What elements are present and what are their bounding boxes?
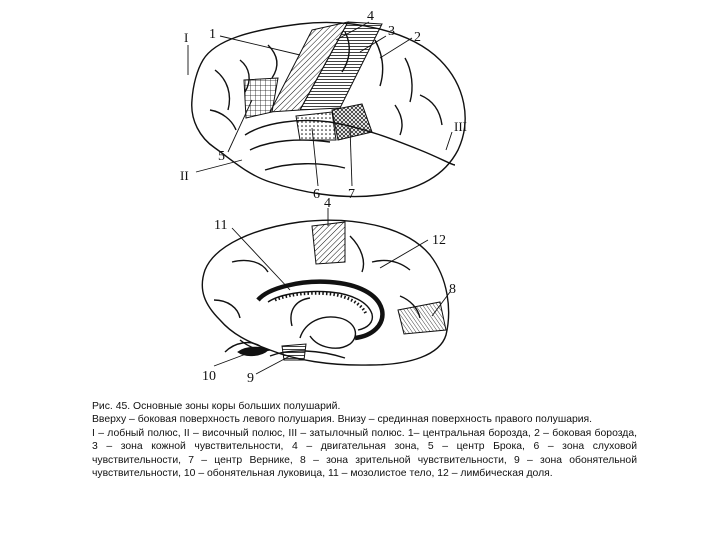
label-4-bottom: 4: [324, 196, 331, 211]
motor-zone-4-medial: [312, 222, 345, 264]
label-8: 8: [449, 282, 456, 297]
label-3: 3: [388, 24, 395, 39]
label-11: 11: [214, 218, 228, 233]
caption-surfaces: Вверху – боковая поверхность левого полушария. Внизу – срединная поверхность правого полушария.: [92, 414, 593, 426]
figure-caption: [92, 400, 637, 480]
olfactory-zone-9: [282, 344, 306, 360]
label-6: 6: [313, 187, 320, 202]
label-roman-III: III: [454, 119, 467, 134]
label-9: 9: [247, 371, 254, 386]
label-10: 10: [202, 369, 216, 384]
label-2: 2: [414, 30, 421, 45]
label-7: 7: [348, 187, 355, 202]
label-12: 12: [432, 233, 446, 248]
label-1: 1: [209, 27, 216, 42]
caption-title: Рис. 45. Основные зоны коры больших полушарий.: [92, 401, 341, 412]
caption-legend: I – лобный полюс, II – височный полюс, III – затылочный полюс. 1– центральная борозда, 2 – боковая борозда, 3 – зона кожной чувствительности, 4 – двигательная зона, 5 – центр Брока, 6 – зона слуховой чувствительности, 7 – центр Вернике, 8 – зона зрительной чувствительности, 9 – зона обонятельной чувствительности, 10 – обонятельная луковица, 11 – мозолистое тело, 12 – лимбическая доля.: [92, 427, 637, 480]
wernicke-center-7: [332, 104, 372, 140]
auditory-zone-6: [296, 112, 336, 140]
label-4-top: 4: [367, 9, 374, 24]
label-roman-I: I: [184, 30, 189, 45]
label-5: 5: [218, 149, 225, 164]
label-roman-II: II: [180, 168, 189, 183]
olfactory-bulb-10: [238, 347, 268, 355]
